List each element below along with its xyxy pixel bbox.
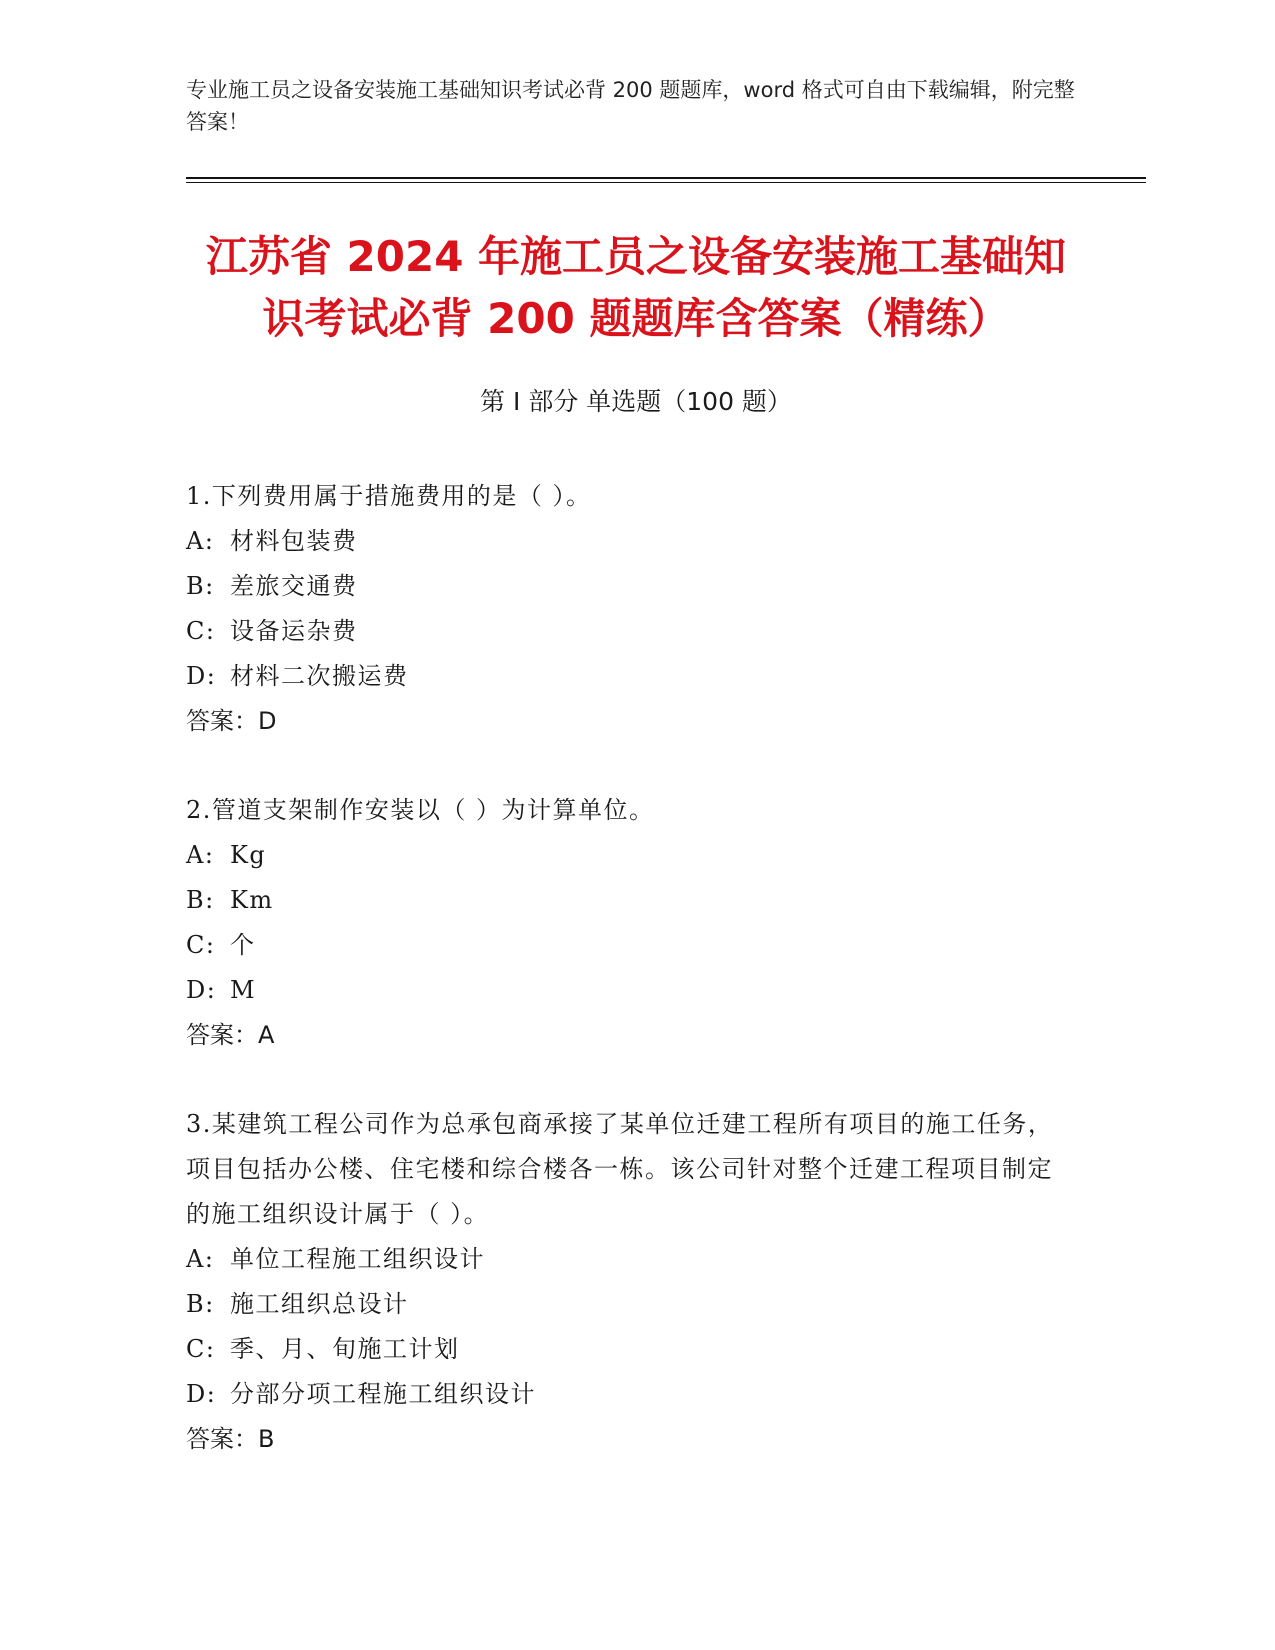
option-b (186, 564, 1066, 609)
question-1 (186, 474, 1066, 744)
option-text: 分部分项工程施工组织设计 (230, 1380, 536, 1408)
option-text: 个 (230, 931, 256, 959)
option-text: Km (230, 886, 274, 914)
question-stem: 2.管道支架制作安装以（ ）为计算单位。 (186, 796, 655, 824)
option-text: 设备运杂费 (230, 617, 358, 645)
option-text: Kg (230, 841, 267, 869)
option-letter: B: (186, 572, 215, 600)
header-rule-thin (186, 182, 1146, 183)
option-a (186, 519, 1066, 564)
option-d (186, 654, 1066, 699)
question-answer: 答案：A (186, 1021, 275, 1049)
option-text: 差旅交通费 (230, 572, 358, 600)
option-letter: B: (186, 1290, 215, 1318)
question-list (186, 474, 1066, 1506)
option-letter: B: (186, 886, 215, 914)
option-text: 材料二次搬运费 (230, 662, 409, 690)
option-text: 材料包装费 (230, 527, 358, 555)
document-title: 江苏省 2024 年施工员之设备安装施工基础知识考试必背 200 题题库含答案（精练） (205, 232, 1067, 343)
option-c (186, 923, 1066, 968)
option-letter: D: (186, 976, 217, 1004)
option-a (186, 1237, 1066, 1282)
option-letter: D: (186, 1380, 217, 1408)
option-c (186, 609, 1066, 654)
option-b (186, 1282, 1066, 1327)
question-2 (186, 788, 1066, 1058)
header-note: 专业施工员之设备安装施工基础知识考试必背 200 题题库，word 格式可自由下载编辑，附完整答案！ (186, 78, 1075, 134)
option-letter: A: (186, 1245, 215, 1273)
option-letter: A: (186, 841, 215, 869)
question-stem: 3.某建筑工程公司作为总承包商承接了某单位迁建工程所有项目的施工任务，项目包括办公楼、住宅楼和综合楼各一栋。该公司针对整个迁建工程项目制定的施工组织设计属于（ ）。 (186, 1110, 1054, 1228)
section-title: 第 I 部分 单选题（100 题） (480, 387, 792, 416)
option-text: 单位工程施工组织设计 (230, 1245, 485, 1273)
option-c (186, 1327, 1066, 1372)
option-letter: C: (186, 931, 216, 959)
option-d (186, 1372, 1066, 1417)
option-letter: C: (186, 617, 216, 645)
header-rule-thick (186, 177, 1146, 179)
question-3 (186, 1102, 1066, 1462)
option-text: M (230, 976, 257, 1004)
option-letter: A: (186, 527, 215, 555)
option-letter: D: (186, 662, 217, 690)
question-stem: 1.下列费用属于措施费用的是（ ）。 (186, 482, 592, 510)
option-letter: C: (186, 1335, 216, 1363)
option-text: 施工组织总设计 (230, 1290, 409, 1318)
option-a (186, 833, 1066, 878)
option-d (186, 968, 1066, 1013)
question-answer: 答案：D (186, 707, 277, 735)
question-answer: 答案：B (186, 1425, 275, 1453)
option-text: 季、月、旬施工计划 (230, 1335, 460, 1363)
option-b (186, 878, 1066, 923)
